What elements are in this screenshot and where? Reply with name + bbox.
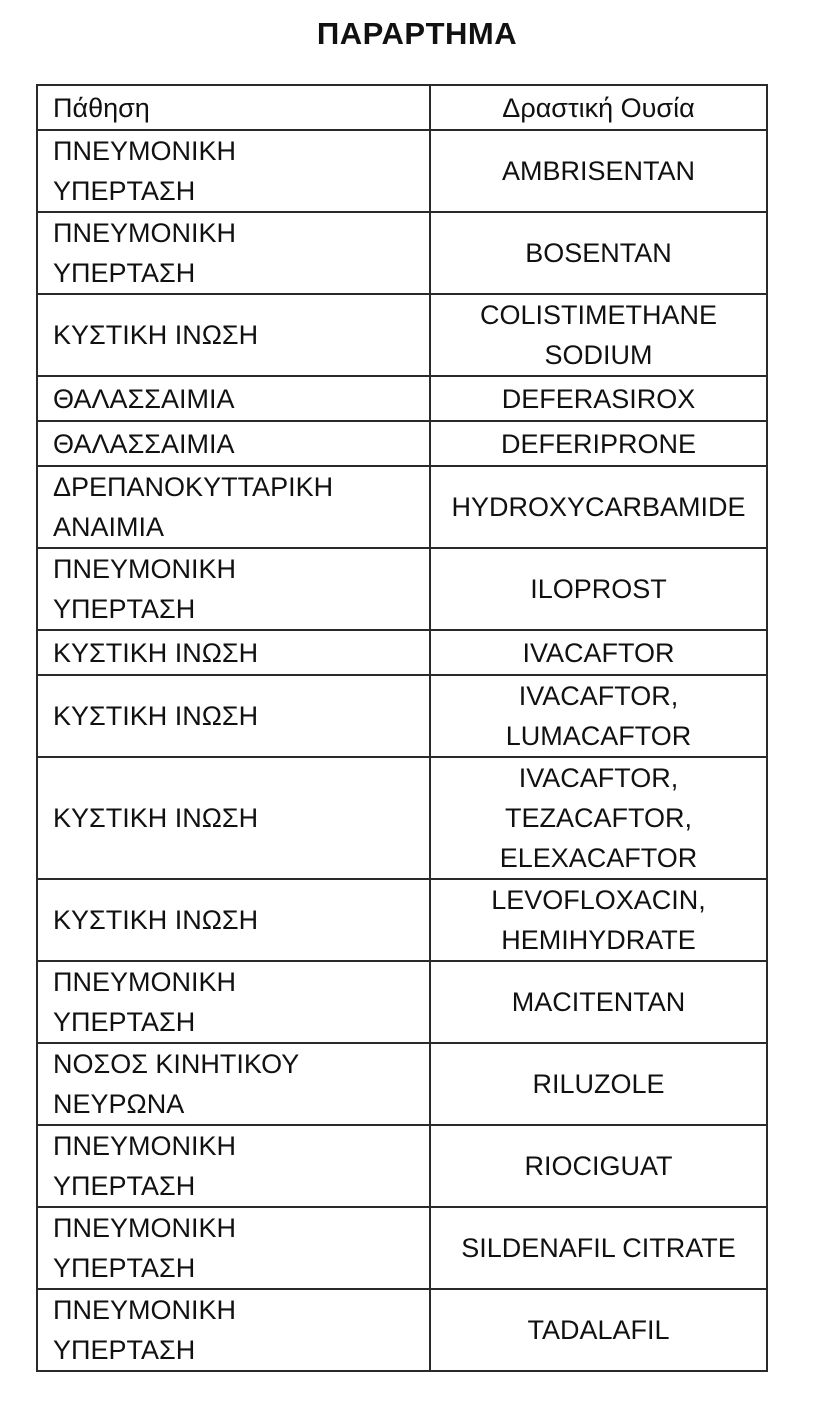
table-row bbox=[37, 376, 767, 421]
condition-cell: ΠΝΕΥΜΟΝΙΚΗ ΥΠΕΡΤΑΣΗ bbox=[37, 961, 430, 1043]
condition-cell: ΚΥΣΤΙΚΗ ΙΝΩΣΗ bbox=[37, 879, 430, 961]
table-row bbox=[37, 1043, 767, 1125]
table-row bbox=[37, 421, 767, 466]
substance-cell: DEFERASIROX bbox=[430, 376, 767, 421]
table-row bbox=[37, 961, 767, 1043]
substance-cell: IVACAFTOR, LUMACAFTOR bbox=[430, 675, 767, 757]
substance-cell: ILOPROST bbox=[430, 548, 767, 630]
substance-cell: SILDENAFIL CITRATE bbox=[430, 1207, 767, 1289]
condition-cell: ΚΥΣΤΙΚΗ ΙΝΩΣΗ bbox=[37, 630, 430, 675]
substance-cell: MACITENTAN bbox=[430, 961, 767, 1043]
table-row bbox=[37, 1125, 767, 1207]
condition-cell: ΚΥΣΤΙΚΗ ΙΝΩΣΗ bbox=[37, 757, 430, 879]
condition-cell: ΠΝΕΥΜΟΝΙΚΗ ΥΠΕΡΤΑΣΗ bbox=[37, 1207, 430, 1289]
condition-cell: ΘΑΛΑΣΣΑΙΜΙΑ bbox=[37, 376, 430, 421]
header-condition: Πάθηση bbox=[37, 85, 430, 130]
table-row bbox=[37, 1289, 767, 1371]
condition-cell: ΚΥΣΤΙΚΗ ΙΝΩΣΗ bbox=[37, 675, 430, 757]
substance-cell: IVACAFTOR bbox=[430, 630, 767, 675]
table-row bbox=[37, 212, 767, 294]
substance-cell: LEVOFLOXACIN, HEMIHYDRATE bbox=[430, 879, 767, 961]
table-header-row bbox=[37, 85, 767, 130]
table-row bbox=[37, 630, 767, 675]
substance-cell: RILUZOLE bbox=[430, 1043, 767, 1125]
table-row bbox=[37, 548, 767, 630]
condition-cell: ΠΝΕΥΜΟΝΙΚΗ ΥΠΕΡΤΑΣΗ bbox=[37, 1125, 430, 1207]
table-row bbox=[37, 879, 767, 961]
substance-cell: TADALAFIL bbox=[430, 1289, 767, 1371]
substance-cell: BOSENTAN bbox=[430, 212, 767, 294]
substance-cell: RIOCIGUAT bbox=[430, 1125, 767, 1207]
condition-cell: ΠΝΕΥΜΟΝΙΚΗ ΥΠΕΡΤΑΣΗ bbox=[37, 1289, 430, 1371]
page-title: ΠΑΡΑΡΤΗΜΑ bbox=[316, 16, 518, 51]
condition-cell: ΝΟΣΟΣ ΚΙΝΗΤΙΚΟΥ ΝΕΥΡΩΝΑ bbox=[37, 1043, 430, 1125]
header-substance: Δραστική Ουσία bbox=[430, 85, 767, 130]
condition-cell: ΔΡΕΠΑΝΟΚΥΤΤΑΡΙΚΗ ΑΝΑΙΜΙΑ bbox=[37, 466, 430, 548]
substance-cell: IVACAFTOR, TEZACAFTOR, ELEXACAFTOR bbox=[430, 757, 767, 879]
substance-cell: DEFERIPRONE bbox=[430, 421, 767, 466]
condition-cell: ΠΝΕΥΜΟΝΙΚΗ ΥΠΕΡΤΑΣΗ bbox=[37, 548, 430, 630]
substance-cell: HYDROXYCARBAMIDE bbox=[430, 466, 767, 548]
table-row bbox=[37, 757, 767, 879]
substance-cell: COLISTIMETHANE SODIUM bbox=[430, 294, 767, 376]
substance-cell: AMBRISENTAN bbox=[430, 130, 767, 212]
condition-cell: ΠΝΕΥΜΟΝΙΚΗ ΥΠΕΡΤΑΣΗ bbox=[37, 212, 430, 294]
condition-cell: ΠΝΕΥΜΟΝΙΚΗ ΥΠΕΡΤΑΣΗ bbox=[37, 130, 430, 212]
table-row bbox=[37, 294, 767, 376]
table-row bbox=[37, 466, 767, 548]
table-row bbox=[37, 675, 767, 757]
annex-table bbox=[36, 84, 768, 1372]
condition-cell: ΚΥΣΤΙΚΗ ΙΝΩΣΗ bbox=[37, 294, 430, 376]
table-row bbox=[37, 130, 767, 212]
table-row bbox=[37, 1207, 767, 1289]
condition-cell: ΘΑΛΑΣΣΑΙΜΙΑ bbox=[37, 421, 430, 466]
